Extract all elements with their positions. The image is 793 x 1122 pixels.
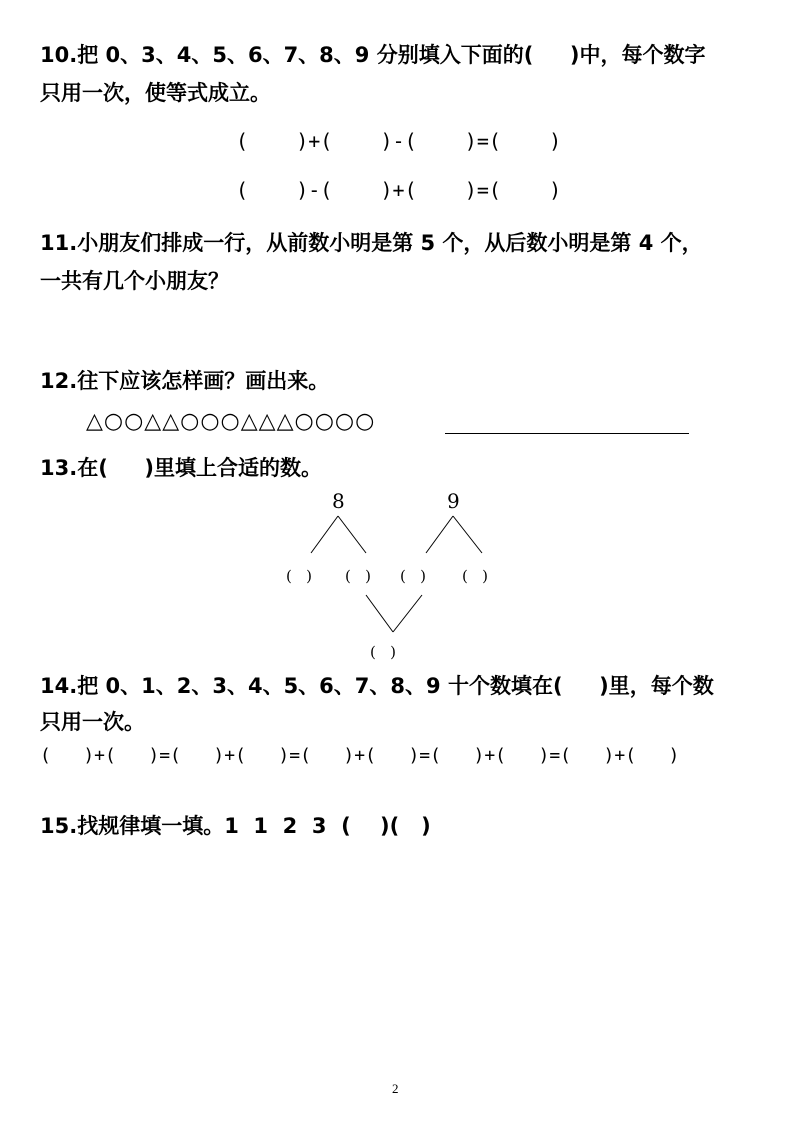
q12-shape-sequence: △○○△△○○○△△△○○○○: [86, 409, 376, 434]
q13-middle-paren-2[interactable]: ( ): [345, 567, 372, 585]
q13-middle-paren-4[interactable]: ( ): [462, 567, 489, 585]
q11-line1: 11.小朋友们排成一行，从前数小明是第 5 个，从后数小明是第 4 个，: [40, 231, 703, 255]
q14-line2: 只用一次。: [40, 710, 145, 734]
q13-middle-paren-1[interactable]: ( ): [286, 567, 313, 585]
q10-line1: 10.把 0、3、4、5、6、7、8、9 分别填入下面的( )中，每个数字: [40, 43, 706, 67]
q13-line1: 13.在( )里填上合适的数。: [40, 456, 322, 480]
q15-line1: 15.找规律填一填。1 1 2 3 ( )( ): [40, 814, 431, 838]
q11-line2: 一共有几个小朋友？: [40, 269, 229, 293]
q14-equation: ( )+( )=( )+( )=( )+( )=( )+( )=( )+( ): [40, 745, 680, 766]
q10-line2: 只用一次，使等式成立。: [40, 81, 271, 105]
q13-top-number-right: 9: [447, 489, 460, 513]
q13-bottom-paren[interactable]: ( ): [370, 643, 397, 661]
page-number: 2: [392, 1081, 399, 1096]
q13-middle-paren-3[interactable]: ( ): [400, 567, 427, 585]
q12-line1: 12.往下应该怎样画？画出来。: [40, 369, 330, 393]
q10-equation-2: ( )-( )+( )=( ): [236, 178, 562, 202]
q10-equation-1: ( )+( )-( )=( ): [236, 129, 562, 153]
q13-top-number-left: 8: [332, 489, 345, 513]
q14-line1: 14.把 0、1、2、3、4、5、6、7、8、9 十个数填在( )里，每个数: [40, 674, 714, 698]
